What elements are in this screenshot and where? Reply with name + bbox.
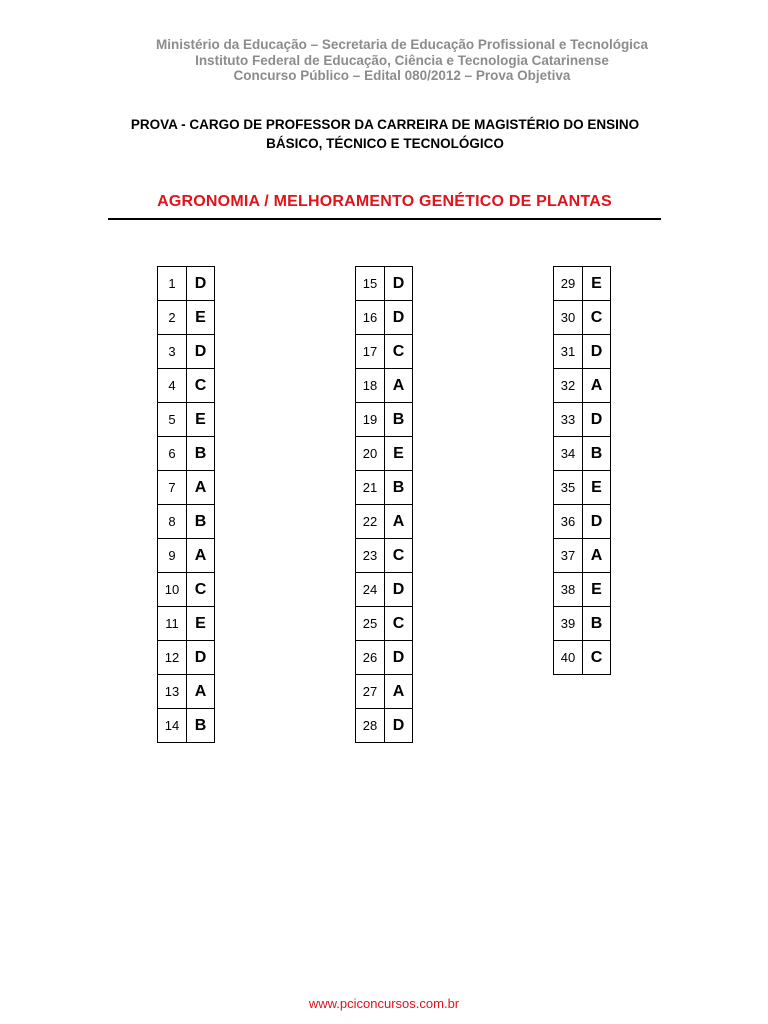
answer-letter: B bbox=[187, 709, 215, 743]
answer-letter: D bbox=[187, 641, 215, 675]
question-number: 34 bbox=[554, 437, 583, 471]
question-number: 23 bbox=[356, 539, 385, 573]
answer-letter: C bbox=[385, 335, 413, 369]
exam-title-line-1: PROVA - CARGO DE PROFESSOR DA CARREIRA DE MAGISTÉRIO DO ENSINO bbox=[130, 117, 640, 132]
answer-letter: D bbox=[583, 403, 611, 437]
header-ministry-line: Ministério da Educação – Secretaria de Educação Profissional e Tecnológica bbox=[156, 37, 648, 52]
answer-letter: E bbox=[187, 607, 215, 641]
answer-row bbox=[158, 301, 215, 335]
answer-row bbox=[158, 539, 215, 573]
answer-row bbox=[554, 641, 611, 675]
question-number: 13 bbox=[158, 675, 187, 709]
answer-letter: B bbox=[385, 403, 413, 437]
answer-row bbox=[356, 369, 413, 403]
question-number: 15 bbox=[356, 267, 385, 301]
answer-row bbox=[356, 471, 413, 505]
subject-divider bbox=[108, 218, 661, 220]
answer-letter: C bbox=[187, 573, 215, 607]
answer-row bbox=[158, 471, 215, 505]
answer-letter: B bbox=[583, 607, 611, 641]
question-number: 31 bbox=[554, 335, 583, 369]
question-number: 32 bbox=[554, 369, 583, 403]
question-number: 11 bbox=[158, 607, 187, 641]
answer-row bbox=[158, 709, 215, 743]
answer-letter: C bbox=[187, 369, 215, 403]
question-number: 33 bbox=[554, 403, 583, 437]
question-number: 35 bbox=[554, 471, 583, 505]
answer-row bbox=[554, 403, 611, 437]
subject-title: AGRONOMIA / MELHORAMENTO GENÉTICO DE PLANTAS bbox=[157, 193, 612, 210]
answer-letter: C bbox=[385, 539, 413, 573]
answer-letter: A bbox=[385, 505, 413, 539]
answer-row bbox=[158, 335, 215, 369]
question-number: 21 bbox=[356, 471, 385, 505]
question-number: 25 bbox=[356, 607, 385, 641]
answer-row bbox=[356, 335, 413, 369]
answer-letter: A bbox=[187, 539, 215, 573]
answer-row bbox=[356, 709, 413, 743]
answer-letter: A bbox=[385, 369, 413, 403]
answer-letter: A bbox=[187, 675, 215, 709]
exam-title bbox=[0, 115, 768, 153]
question-number: 36 bbox=[554, 505, 583, 539]
answer-row bbox=[158, 641, 215, 675]
answer-row bbox=[158, 607, 215, 641]
question-number: 40 bbox=[554, 641, 583, 675]
answer-letter: D bbox=[385, 573, 413, 607]
answer-row bbox=[356, 267, 413, 301]
header-contest-line: Concurso Público – Edital 080/2012 – Prova Objetiva bbox=[233, 68, 571, 83]
question-number: 5 bbox=[158, 403, 187, 437]
answer-letter: E bbox=[187, 403, 215, 437]
answer-row bbox=[356, 505, 413, 539]
question-number: 17 bbox=[356, 335, 385, 369]
answer-letter: E bbox=[187, 301, 215, 335]
answer-letter: B bbox=[187, 505, 215, 539]
answer-row bbox=[356, 675, 413, 709]
question-number: 29 bbox=[554, 267, 583, 301]
answer-row bbox=[356, 607, 413, 641]
answer-row bbox=[356, 573, 413, 607]
question-number: 39 bbox=[554, 607, 583, 641]
question-number: 14 bbox=[158, 709, 187, 743]
question-number: 24 bbox=[356, 573, 385, 607]
answer-row bbox=[554, 573, 611, 607]
answer-letter: B bbox=[187, 437, 215, 471]
question-number: 4 bbox=[158, 369, 187, 403]
answer-row bbox=[356, 641, 413, 675]
answer-row bbox=[158, 505, 215, 539]
answer-letter: B bbox=[583, 437, 611, 471]
answer-letter: D bbox=[583, 505, 611, 539]
answer-row bbox=[158, 437, 215, 471]
answer-row bbox=[554, 505, 611, 539]
question-number: 22 bbox=[356, 505, 385, 539]
institution-header bbox=[0, 37, 768, 84]
question-number: 9 bbox=[158, 539, 187, 573]
answer-letter: D bbox=[187, 335, 215, 369]
answer-letter: D bbox=[583, 335, 611, 369]
question-number: 12 bbox=[158, 641, 187, 675]
answer-row bbox=[158, 403, 215, 437]
question-number: 20 bbox=[356, 437, 385, 471]
answer-key-column-1 bbox=[157, 266, 215, 743]
question-number: 18 bbox=[356, 369, 385, 403]
answer-letter: A bbox=[583, 539, 611, 573]
question-number: 10 bbox=[158, 573, 187, 607]
answer-letter: E bbox=[385, 437, 413, 471]
question-number: 7 bbox=[158, 471, 187, 505]
answer-letter: A bbox=[187, 471, 215, 505]
question-number: 26 bbox=[356, 641, 385, 675]
answer-key-column-3 bbox=[553, 266, 611, 675]
question-number: 16 bbox=[356, 301, 385, 335]
answer-letter: E bbox=[583, 267, 611, 301]
answer-letter: C bbox=[583, 301, 611, 335]
answer-row bbox=[554, 471, 611, 505]
answer-letter: C bbox=[583, 641, 611, 675]
answer-letter: D bbox=[385, 301, 413, 335]
exam-title-line-2: BÁSICO, TÉCNICO E TECNOLÓGICO bbox=[266, 136, 504, 151]
answer-row bbox=[554, 267, 611, 301]
question-number: 27 bbox=[356, 675, 385, 709]
answer-letter: D bbox=[187, 267, 215, 301]
answer-letter: D bbox=[385, 709, 413, 743]
question-number: 6 bbox=[158, 437, 187, 471]
answer-row bbox=[554, 437, 611, 471]
answer-row bbox=[554, 539, 611, 573]
question-number: 30 bbox=[554, 301, 583, 335]
question-number: 19 bbox=[356, 403, 385, 437]
answer-row bbox=[356, 539, 413, 573]
answer-row bbox=[554, 301, 611, 335]
answer-row bbox=[356, 301, 413, 335]
answer-letter: B bbox=[385, 471, 413, 505]
answer-row bbox=[158, 369, 215, 403]
answer-letter: E bbox=[583, 573, 611, 607]
header-institute-line: Instituto Federal de Educação, Ciência e Tecnologia Catarinense bbox=[195, 52, 609, 68]
answer-letter: A bbox=[583, 369, 611, 403]
answer-row bbox=[158, 573, 215, 607]
answer-row bbox=[158, 267, 215, 301]
answer-row bbox=[554, 369, 611, 403]
answer-letter: A bbox=[385, 675, 413, 709]
question-number: 3 bbox=[158, 335, 187, 369]
answer-letter: D bbox=[385, 267, 413, 301]
answer-row bbox=[554, 335, 611, 369]
answer-row bbox=[356, 437, 413, 471]
answer-letter: E bbox=[583, 471, 611, 505]
answer-letter: D bbox=[385, 641, 413, 675]
question-number: 1 bbox=[158, 267, 187, 301]
answer-row bbox=[554, 607, 611, 641]
question-number: 37 bbox=[554, 539, 583, 573]
footer-url: www.pciconcursos.com.br bbox=[308, 996, 460, 1011]
question-number: 2 bbox=[158, 301, 187, 335]
answer-key-column-2 bbox=[355, 266, 413, 743]
answer-row bbox=[158, 675, 215, 709]
question-number: 28 bbox=[356, 709, 385, 743]
answer-letter: C bbox=[385, 607, 413, 641]
question-number: 38 bbox=[554, 573, 583, 607]
question-number: 8 bbox=[158, 505, 187, 539]
answer-row bbox=[356, 403, 413, 437]
